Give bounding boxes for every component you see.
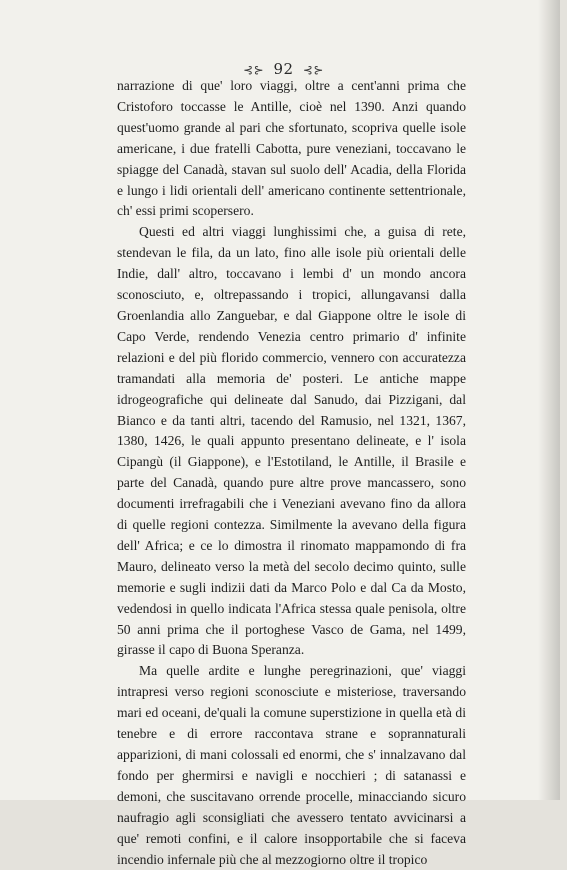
ornament-right: ⊰⊱ <box>302 63 324 77</box>
page-edge-shadow <box>538 0 560 800</box>
page-number: 92 <box>273 60 294 78</box>
body-text <box>117 76 466 870</box>
paragraph-peregrinations: Ma quelle ardite e lunghe peregrinazioni, que' viaggi intrapresi verso regioni sconosciute e misteriose, traversando mari ed oceani, de'quali la comune superstizione in quella età di tenebre e di errore raccontava strane e soprannaturali apparizioni, di mani colossali ed enormi, che s' innalzavano dal fondo per ghermirsi e navigli e nocchieri ; di satanassi e demoni, che suscitavano orrende procelle, minacciando sicuro naufragio agli sconsigliati che avessero tentato avvicinarsi a que' remoti confini, e il calore insopportabile che si faceva incendio infernale più che al mezzogiorno oltre il tropico <box>117 663 466 867</box>
paragraph-continued: narrazione di que' loro viaggi, oltre a cent'anni prima che Cristoforo toccasse le Antille, cioè nel 1390. Anzi quando quest'uomo grande al pari che sfortunato, scopriva quelle isole americane, i due fratelli Cabotta, pure veneziani, toccavano le spiagge del Canadà, stavan sul suolo dell' Acadia, della Florida e lungo i lidi orientali dell' americano continente settentrionale, ch' essi primi scopersero. <box>117 78 466 219</box>
ornament-left: ⊰⊱ <box>243 63 265 77</box>
paragraph-voyages: Questi ed altri viaggi lunghissimi che, a guisa di rete, stendevan le fila, da un lato, fino alle isole più orientali delle Indie, dall' altro, toccavano i lembi d' un mondo ancora sconosciuto, e, oltrepassando i tropici, allungavansi dalla Groenlandia allo Zanguebar, e dal Giappone oltre le isole di Capo Verde, rendendo Venezia centro primario d' infinite relazioni e del più florido commercio, vennero con accuratezza tramandati alla memoria de' posteri. Le antiche mappe idrogeografiche qui delineate dal Sanudo, dai Pizzigani, dal Bianco e da tanti altri, tacendo del Ramusio, nel 1321, 1367, 1380, 1426, le quali appunto presentano delineate, e l' isola Cipangù (il Giappone), e l'Estotiland, le Antille, il Brasile e parte del Canadà, quando pure altre prove mancassero, sono documenti irrefragabili che i Veneziani avevano fino da allora di quelle regioni contezza. Similmente la avevano della figura dell' Africa; e ce lo dimostra il rinomato mappamondo di fra Mauro, delineato verso la metà del secolo decimo quinto, sulle memorie e sugli indizii dati da Marco Polo e dal Ca da Mosto, vedendosi in quello indicata l'Africa stessa quale penisola, oltre 50 anni prima che il portoghese Vasco de Gama, nel 1499, girasse il capo di Buona Speranza. <box>117 224 466 658</box>
